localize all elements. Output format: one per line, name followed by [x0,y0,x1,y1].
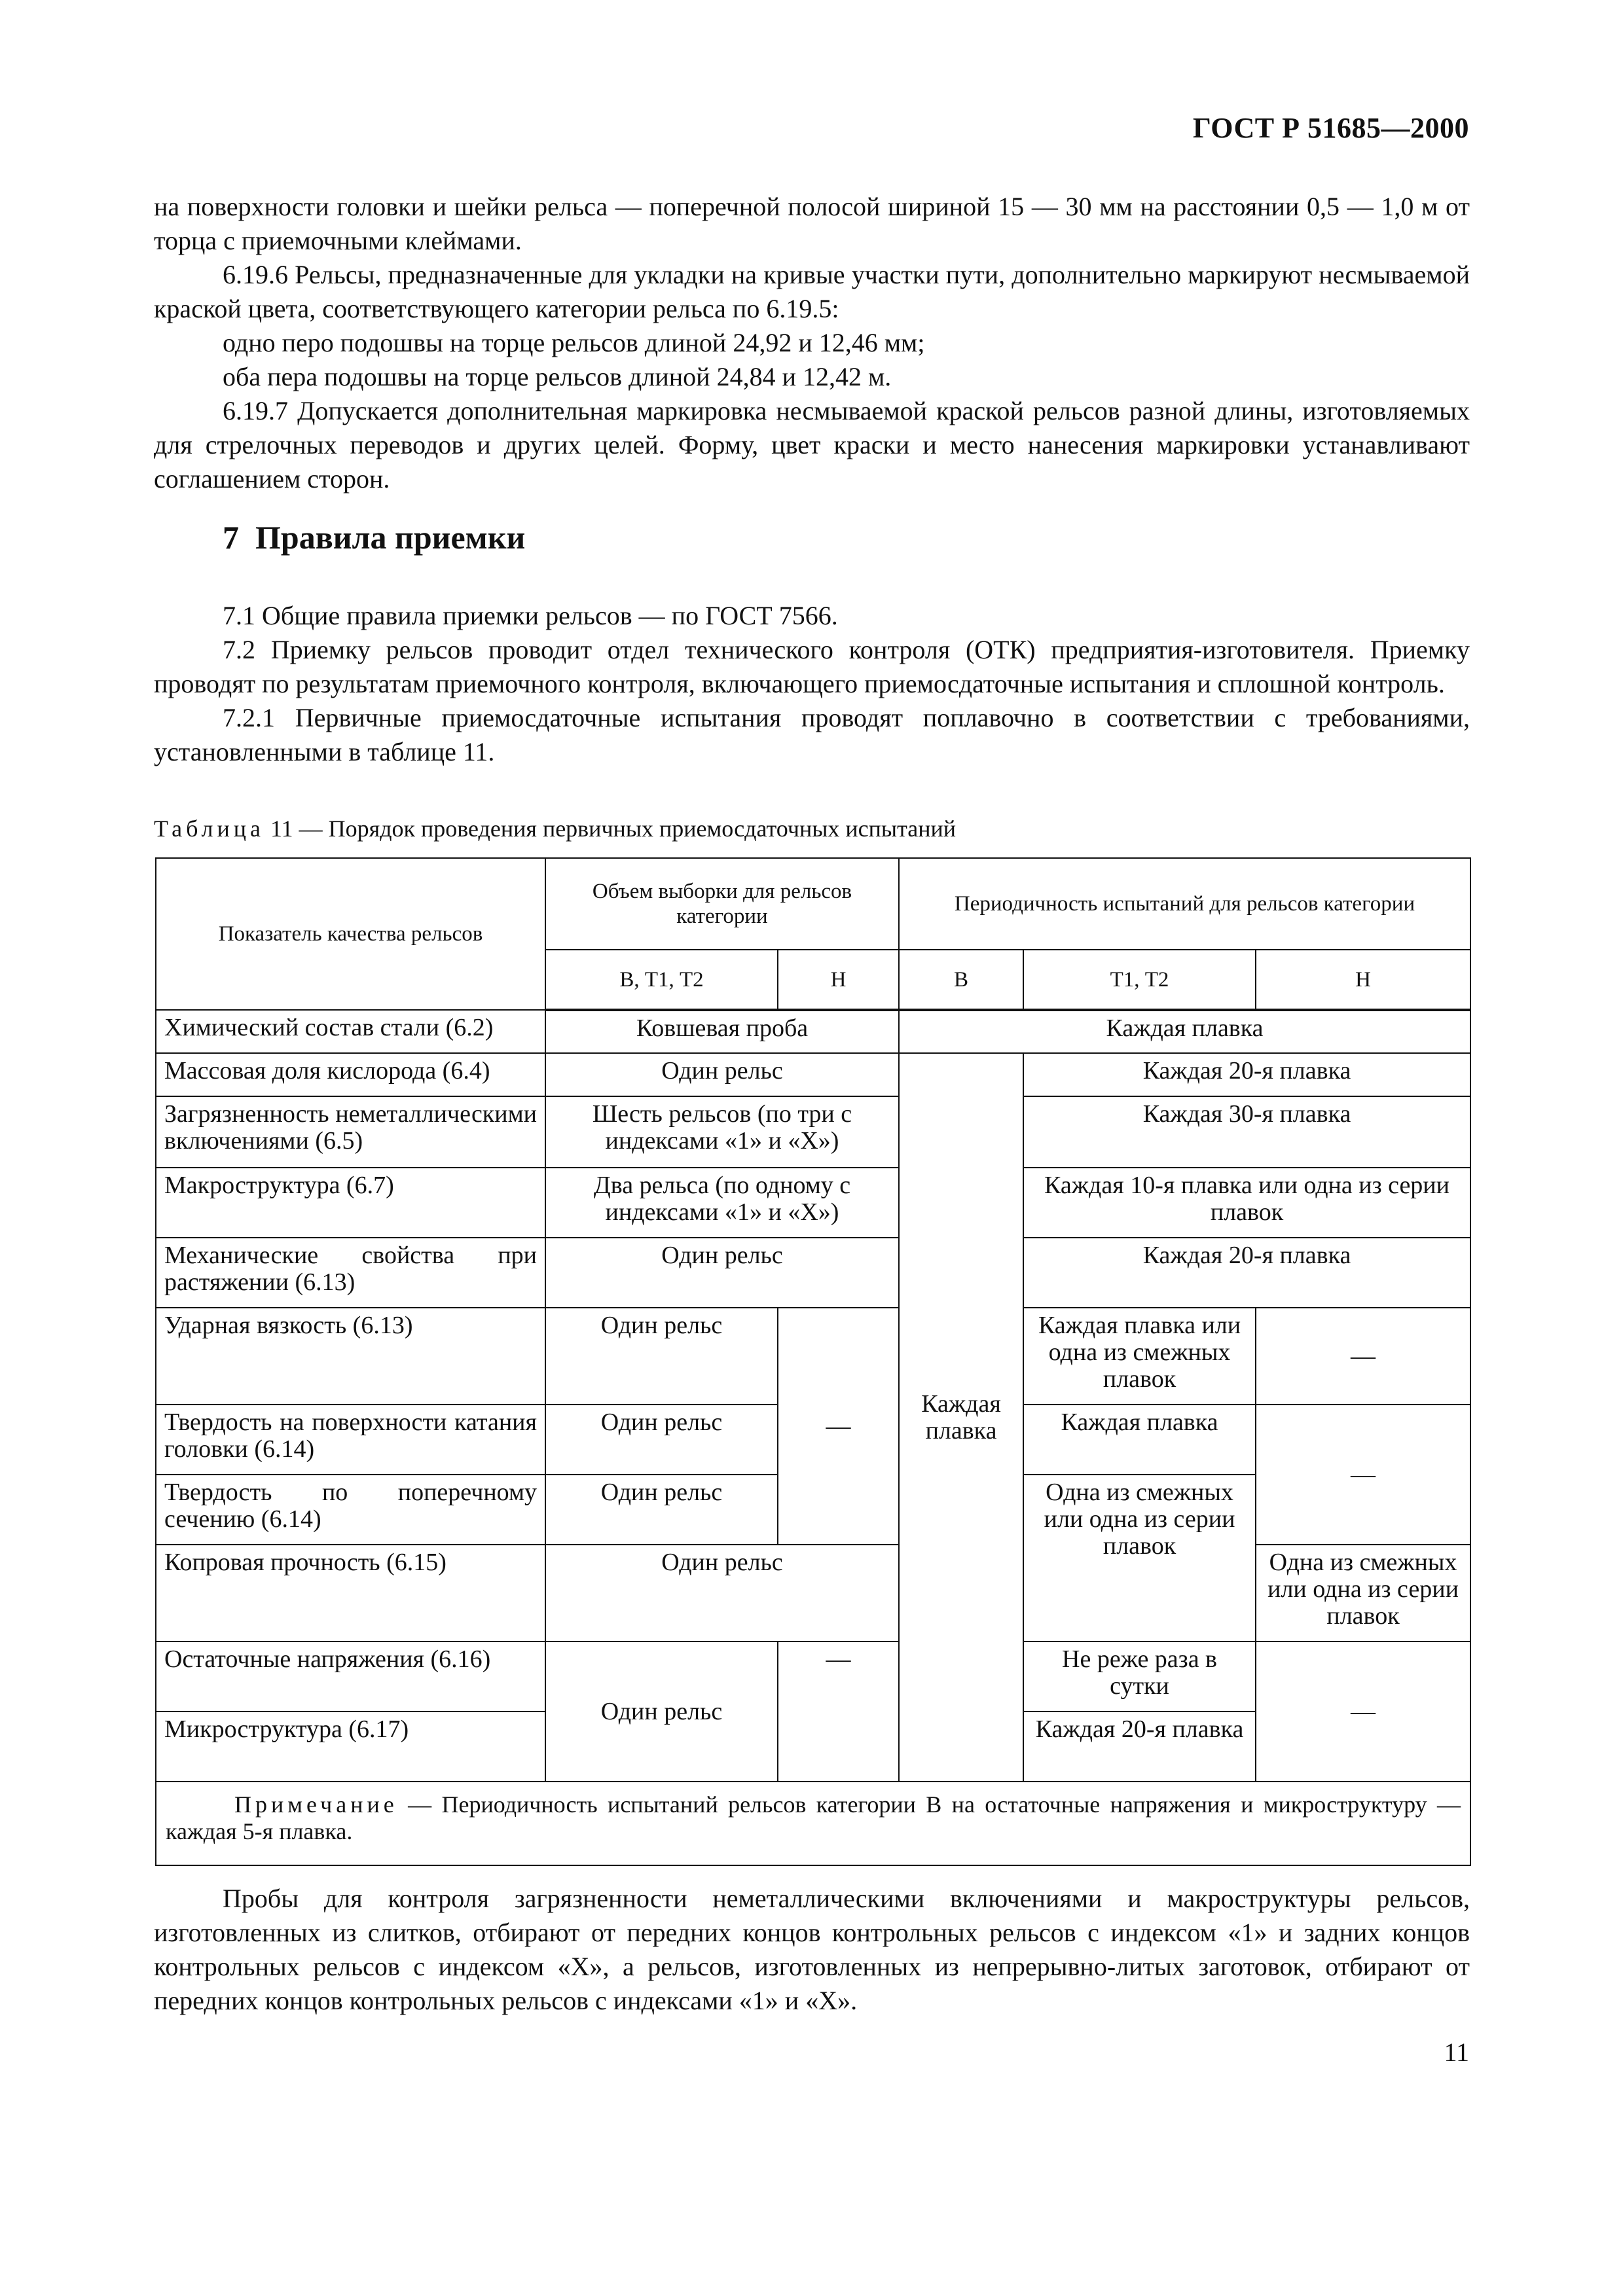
header-category-b: В [899,950,1023,1010]
section-number: 7 [223,519,239,556]
paragraph: 7.1 Общие правила приемки рельсов — по ГОСТ 7566. [223,601,838,630]
paragraph: 6.19.7 Допускается дополнительная маркировка несмываемой краской рельсов разной длины, изготовляемых для стрелочных переводов и других целей. Форму, цвет краски и место нанесения маркировки устанавливают соглашением сторон. [154,396,1470,493]
paragraph: 7.2.1 Первичные приемосдаточные испытания проводят поплавочно в соответствии с требованиями, установленными в таблице 11. [154,703,1470,766]
quality-cell: Макроструктура (6.7) [156,1168,545,1238]
section-title: Правила приемки [255,519,526,556]
sample-n-dash-cell: — [778,1641,899,1782]
table-caption [154,815,956,842]
table-row [156,1168,1470,1238]
acceptance-tests-table [155,857,1471,1866]
periodicity-n-cell: — [1256,1405,1470,1545]
sample-cell: Шесть рельсов (по три с индексами «1» и «Х») [545,1096,899,1168]
sample-cell: Ковшевая проба [545,1010,899,1053]
table-caption-text: 11 — Порядок проведения первичных приемосдаточных испытаний [264,816,957,842]
note-label: Примечание [234,1791,398,1818]
sample-cell: Один рельс [545,1475,778,1545]
periodicity-t1-t2-cell: Одна из смежных или одна из серии плавок [1023,1475,1256,1641]
paragraph: оба пера подошвы на торце рельсов длиной 24,84 и 12,42 м. [223,362,892,391]
note-text: — Периодичность испытаний рельсов категории В на остаточные напряжения и микроструктуру — каждая 5-я плавка. [166,1791,1461,1844]
periodicity-t1-t2-cell: Не реже раза в сутки [1023,1641,1256,1712]
periodicity-t1-t2-cell: Каждая плавка [1023,1405,1256,1475]
periodicity-cell: Каждая 30-я плавка [1023,1096,1470,1168]
table-row [156,1096,1470,1168]
section-heading [223,518,525,556]
table-row [156,1641,1470,1712]
quality-cell: Твердость на поверхности катания головки (6.14) [156,1405,545,1475]
table-row [156,1308,1470,1405]
header-category-t1-t2: Т1, Т2 [1023,950,1256,1010]
periodicity-cell: Каждая 20-я плавка [1023,1238,1470,1308]
quality-cell: Механические свойства при растяжении (6.13) [156,1238,545,1308]
paragraph: одно перо подошвы на торце рельсов длиной 24,92 и 12,46 мм; [223,328,925,357]
periodicity-n-cell: — [1256,1641,1470,1782]
table-row [156,1010,1470,1053]
quality-cell: Химический состав стали (6.2) [156,1010,545,1053]
table-caption-label: Таблица [154,816,264,842]
periodicity-cell: Каждая плавка [899,1010,1470,1053]
paragraph: 6.19.6 Рельсы, предназначенные для укладки на кривые участки пути, дополнительно маркируют несмываемой краской цвета, соответствующего категории рельса по 6.19.5: [154,260,1470,323]
quality-cell: Копровая прочность (6.15) [156,1545,545,1641]
quality-cell: Загрязненность неметаллическими включениями (6.5) [156,1096,545,1168]
header-sample-volume: Объем выборки для рельсов категории [545,858,899,950]
header-category-b-t1-t2: В, Т1, Т2 [545,950,778,1010]
samples-paragraph-block [154,1882,1470,2018]
header-category-n-periodicity: Н [1256,950,1470,1010]
sample-cell: Один рельс [545,1308,778,1405]
marking-paragraphs [154,190,1470,496]
sample-cell: Два рельса (по одному с индексами «1» и «Х») [545,1168,899,1238]
paragraph: Пробы для контроля загрязненности неметаллическими включениями и макроструктуры рельсов, изготовленных из слитков, отбирают от передних концов контрольных рельсов с индексом «1» и задних концов контрольных рельсов с индексом «Х», а рельсов, изготовленных из непрерывно-литых заготовок, отбирают от передних концов контрольных рельсов с индексами «1» и «Х». [154,1884,1470,2015]
periodicity-cell: Каждая 10-я плавка или одна из серии плавок [1023,1168,1470,1238]
table-row [156,1053,1470,1096]
sample-n-dash-cell: — [778,1308,899,1545]
header-quality: Показатель качества рельсов [156,858,545,1010]
paragraph: на поверхности головки и шейки рельса — поперечной полосой шириной 15 — 30 мм на расстоянии 0,5 — 1,0 м от торца с приемочными клеймами. [154,192,1470,255]
quality-cell: Ударная вязкость (6.13) [156,1308,545,1405]
sample-cell: Один рельс [545,1405,778,1475]
periodicity-t1-t2-cell: Каждая плавка или одна из смежных плавок [1023,1308,1256,1405]
periodicity-cell: Каждая 20-я плавка [1023,1053,1470,1096]
category-b-periodicity-cell: Каждая плавка [899,1053,1023,1782]
document-id-header: ГОСТ Р 51685—2000 [1192,112,1469,144]
page-number: 11 [1444,2037,1469,2067]
quality-cell: Микроструктура (6.17) [156,1712,545,1782]
sample-cell: Один рельс [545,1053,899,1096]
table-note-row [156,1782,1470,1865]
acceptance-rules-paragraphs [154,599,1470,769]
periodicity-n-cell: Одна из смежных или одна из серии плавок [1256,1545,1470,1641]
periodicity-n-cell: — [1256,1308,1470,1405]
paragraph: 7.2 Приемку рельсов проводит отдел технического контроля (ОТК) предприятия-изготовителя. Приемку проводят по результатам приемочного контроля, включающего приемосдаточные испытания и сплошной контроль. [154,635,1470,698]
header-category-n: Н [778,950,899,1010]
table-row [156,1238,1470,1308]
sample-cell: Один рельс [545,1238,899,1308]
periodicity-t1-t2-cell: Каждая 20-я плавка [1023,1712,1256,1782]
table-note [156,1782,1470,1865]
sample-cell: Один рельс [545,1545,899,1641]
header-periodicity: Периодичность испытаний для рельсов категории [899,858,1470,950]
quality-cell: Остаточные напряжения (6.16) [156,1641,545,1712]
quality-cell: Твердость по поперечному сечению (6.14) [156,1475,545,1545]
table-row [156,1545,1470,1641]
quality-cell: Массовая доля кислорода (6.4) [156,1053,545,1096]
sample-cell: Один рельс [545,1641,778,1782]
